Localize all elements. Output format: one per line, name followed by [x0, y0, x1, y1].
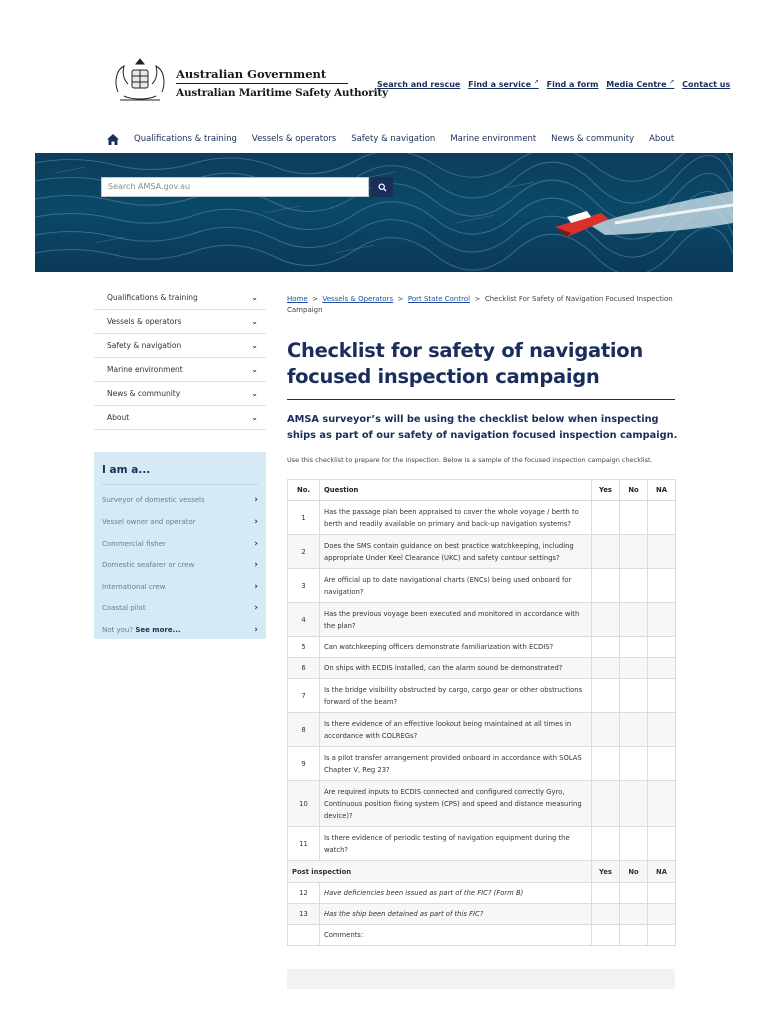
chevron-right-icon: ›: [254, 625, 258, 635]
external-link-icon: ↗: [533, 78, 539, 85]
coat-of-arms-icon: [110, 56, 170, 104]
table-row: 4 Has the previous voyage been executed and monitored in accordance with the plan?: [288, 603, 676, 637]
main-navigation: [106, 131, 689, 147]
iam-item-domestic-seafarer[interactable]: Domestic seafarer or crew ›: [102, 560, 258, 570]
contact-us-link[interactable]: Contact us: [682, 79, 731, 89]
external-link-icon: ↗: [669, 78, 675, 85]
chevron-down-icon[interactable]: ⌄: [251, 293, 258, 302]
column-header-question: Question: [320, 480, 592, 501]
search-input[interactable]: Search AMSA.gov.au: [101, 177, 369, 197]
column-header-no-answer: No: [620, 480, 648, 501]
table-header-row: [288, 480, 676, 501]
column-header-no: No.: [288, 480, 320, 501]
sidebar-menu: [94, 286, 266, 430]
find-a-service-link[interactable]: Find a service ↗: [468, 78, 539, 89]
sidebar-item-safety[interactable]: Safety & navigation ⌄: [94, 334, 266, 358]
table-row: 1 Has the passage plan been appraised to cover the whole voyage / berth to berth and readily available on primary and back-up navigation systems?: [288, 501, 676, 535]
page-title: Checklist for safety of navigation focused inspection campaign: [287, 339, 643, 388]
chevron-right-icon: ›: [254, 539, 258, 549]
iam-item-commercial-fisher[interactable]: Commercial fisher ›: [102, 539, 258, 549]
search-button[interactable]: [371, 177, 393, 197]
iam-item-see-more[interactable]: Not you? See more... ›: [102, 625, 258, 635]
column-header-yes: Yes: [592, 480, 620, 501]
comments-row: [288, 925, 676, 946]
breadcrumb-vessels[interactable]: Vessels & Operators: [322, 295, 394, 303]
divider: [102, 484, 258, 485]
table-row: 9 Is a pilot transfer arrangement provided onboard in accordance with SOLAS Chapter V, Reg 23?: [288, 747, 676, 781]
table-row: 10 Are required inputs to ECDIS connected and configured correctly Gyro, Continuous position fixing system (CPS) and speed and distance measuring device)?: [288, 781, 676, 827]
nav-qualifications[interactable]: Qualifications & training: [134, 134, 237, 144]
table-row: 3 Are official up to date navigational charts (ENCs) being used onboard for navigation?: [288, 569, 676, 603]
home-icon[interactable]: [106, 133, 120, 146]
search-icon: [378, 183, 387, 192]
amsa-logo[interactable]: [110, 56, 388, 106]
i-am-a-panel: [94, 452, 266, 639]
table-row: 11 Is there evidence of periodic testing of navigation equipment during the watch?: [288, 827, 676, 861]
chevron-down-icon[interactable]: ⌄: [251, 365, 258, 374]
nav-vessels[interactable]: Vessels & operators: [251, 134, 337, 144]
nav-news[interactable]: News & community: [551, 134, 635, 144]
iam-item-surveyor[interactable]: Surveyor of domestic vessels ›: [102, 495, 258, 505]
government-name: Australian Government: [176, 67, 327, 81]
hero-banner: [35, 153, 733, 272]
logo-divider: [176, 83, 348, 84]
iam-item-vessel-owner[interactable]: Vessel owner and operator ›: [102, 517, 258, 527]
iam-item-coastal-pilot[interactable]: Coastal pilot ›: [102, 603, 258, 613]
sidebar-item-marine[interactable]: Marine environment ⌄: [94, 358, 266, 382]
table-row: 5 Can watchkeeping officers demonstrate familiarization with ECDIS?: [288, 637, 676, 658]
agency-name: Australian Maritime Safety Authority: [176, 87, 388, 99]
post-inspection-header-row: Post inspection Yes No NA: [288, 861, 676, 883]
sidebar-item-about[interactable]: About ⌄: [94, 406, 266, 430]
table-row: 8 Is there evidence of an effective lookout being maintained at all times in accordance with COLREGs?: [288, 713, 676, 747]
chevron-down-icon[interactable]: ⌄: [251, 317, 258, 326]
chevron-down-icon[interactable]: ⌄: [251, 341, 258, 350]
nav-about[interactable]: About: [649, 134, 675, 144]
nav-marine[interactable]: Marine environment: [450, 134, 537, 144]
sidebar-item-qualifications[interactable]: Qualifications & training ⌄: [94, 286, 266, 310]
chevron-down-icon[interactable]: ⌄: [251, 389, 258, 398]
breadcrumb-home[interactable]: Home: [287, 295, 308, 303]
intro-paragraph: Use this checklist to prepare for the inspection. Below is a sample of the focused inspection campaign checklist.: [287, 456, 653, 464]
lead-paragraph: AMSA surveyor’s will be using the checklist below when inspecting ships as part of our safety of navigation focused inspection campaign.: [287, 414, 678, 441]
sidebar-item-vessels[interactable]: Vessels & operators ⌄: [94, 310, 266, 334]
post-inspection-label: Post inspection: [288, 861, 592, 883]
nav-safety[interactable]: Safety & navigation: [351, 134, 436, 144]
footer-strip: [287, 969, 675, 989]
utility-links: [377, 78, 735, 89]
breadcrumb-psc[interactable]: Port State Control: [407, 295, 471, 303]
chevron-right-icon: ›: [254, 603, 258, 613]
chevron-right-icon: ›: [254, 517, 258, 527]
ocean-image: [35, 153, 733, 272]
checklist-table: [287, 479, 676, 946]
chevron-right-icon: ›: [254, 582, 258, 592]
find-a-form-link[interactable]: Find a form: [546, 79, 599, 89]
table-row: 13 Has the ship been detained as part of this FIC?: [288, 904, 676, 925]
iam-item-international-crew[interactable]: International crew ›: [102, 582, 258, 592]
comments-label: Comments:: [320, 925, 592, 946]
table-row: 2 Does the SMS contain guidance on best practice watchkeeping, including appropriate Under Keel Clearance (UKC) and safety contour settings?: [288, 535, 676, 569]
table-row: 7 Is the bridge visibility obstructed by cargo, cargo gear or other obstructions forward of the beam?: [288, 679, 676, 713]
title-divider: [287, 399, 675, 400]
chevron-down-icon[interactable]: ⌄: [251, 413, 258, 422]
search-and-rescue-link[interactable]: Search and rescue: [377, 79, 461, 89]
table-row: 12 Have deficiencies been issued as part of the FIC? (Form B): [288, 883, 676, 904]
sidebar-item-news[interactable]: News & community ⌄: [94, 382, 266, 406]
table-row: 6 On ships with ECDIS installed, can the alarm sound be demonstrated?: [288, 658, 676, 679]
i-am-a-heading: I am a...: [102, 464, 151, 476]
breadcrumb-current: Checklist For Safety of Navigation Focused Inspection Campaign: [287, 295, 673, 314]
column-header-na: NA: [648, 480, 676, 501]
breadcrumb: Home > Vessels & Operators > Port State Control > Checklist For Safety of Navigation Focused Inspection Campaign: [287, 295, 673, 314]
chevron-right-icon: ›: [254, 495, 258, 505]
chevron-right-icon: ›: [254, 560, 258, 570]
media-centre-link[interactable]: Media Centre ↗: [606, 78, 675, 89]
